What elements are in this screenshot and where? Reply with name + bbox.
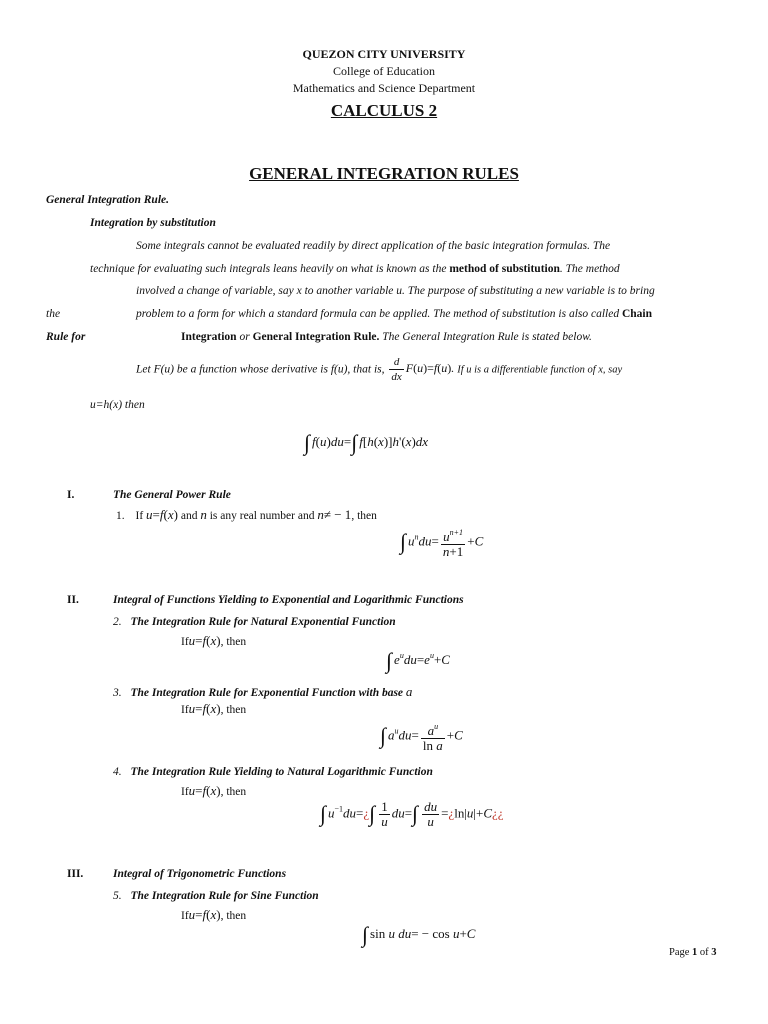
main-title: GENERAL INTEGRATION RULES: [249, 164, 519, 183]
rule-title: The Integration Rule for Exponential Function with base: [130, 687, 404, 699]
paragraph-text: Let F(u) be a function whose derivative is f(u), that is,: [136, 363, 385, 376]
math-inline: u=f(x): [188, 907, 221, 922]
paragraph-text: If u is a differentiable function of x, say: [457, 364, 623, 376]
rule-number: 3.: [113, 687, 122, 699]
math-inline: u=f(x): [188, 633, 221, 648]
chain-term: Chain: [621, 308, 653, 320]
page-total: 3: [711, 947, 717, 958]
math-inline: u=f(x): [146, 507, 178, 522]
section-title-1: The General Power Rule: [113, 489, 231, 501]
page-number: [669, 947, 717, 958]
rule-3-heading: [113, 684, 412, 700]
paragraph-text: technique for evaluating such integrals leans heavily on what is known as the: [90, 263, 447, 275]
course-title: CALCULUS 2: [330, 101, 438, 120]
rule-text: , then: [220, 910, 247, 922]
rule-title: The Integration Rule for Natural Exponential Function: [130, 616, 396, 628]
university-name: QUEZON CITY UNIVERSITY: [302, 47, 466, 61]
rule-2-heading: [113, 616, 396, 628]
sine-formula: ∫ sin u du= − cos u+C: [362, 922, 476, 947]
rule-1-condition: [116, 507, 377, 523]
math-inline: u=f(x): [188, 701, 221, 716]
paragraph-text: . The method: [559, 263, 620, 275]
paragraph-text: or: [239, 331, 250, 343]
rule-number: 1.: [116, 510, 125, 522]
intro-heading: General Integration Rule.: [46, 194, 170, 206]
rule-text: If: [181, 704, 189, 716]
math-inline: u=f(x): [188, 783, 221, 798]
page-current: 1: [692, 947, 698, 958]
section-title-3: Integral of Trigonometric Functions: [113, 868, 287, 880]
rule-title: The Integration Rule for Sine Function: [130, 890, 319, 902]
rule-text: If: [181, 786, 189, 798]
natural-exponential-formula: ∫ $e^udu=e^u+C$: [386, 648, 450, 673]
paragraph-text: problem to a form for which a standard formula can be applied. The method of substitution is also called: [136, 308, 620, 320]
power-rule-formula: ∫ $u^ndu=$ $\frac{u^{n+1}}{n+1}$ +C: [400, 528, 484, 559]
rule-4-condition: [181, 783, 246, 799]
rule-text: , then: [220, 704, 247, 716]
rule-text: If: [135, 510, 144, 522]
rule-5-condition: [181, 907, 246, 923]
page-label: Page: [669, 947, 690, 958]
rule-title: The Integration Rule Yielding to Natural Logarithmic Function: [130, 766, 433, 778]
integration-term: Integration: [181, 331, 237, 343]
intro-subheading: Integration by substitution: [90, 217, 216, 229]
paragraph-line-6: [136, 355, 622, 384]
paragraph-text: The General Integration Rule is stated below.: [382, 331, 592, 343]
paragraph-line-1: Some integrals cannot be evaluated readily by direct application of the basic integration formulas. The: [136, 240, 611, 252]
paragraph-line-4-left: the: [46, 308, 61, 320]
rule-2-condition: [181, 633, 246, 649]
general-integration-formula: ∫ f(u)du=∫ f[h(x)]h'(x)dx: [304, 430, 429, 455]
rule-number: 4.: [113, 766, 122, 778]
base-variable: a: [405, 684, 413, 699]
page-label: of: [699, 947, 709, 958]
department-name: Mathematics and Science Department: [292, 81, 476, 95]
rule-4-heading: [113, 766, 433, 778]
rule-5-heading: [113, 890, 319, 902]
paragraph-line-2: [90, 263, 620, 275]
method-of-substitution-term: method of substitution: [449, 263, 560, 275]
general-integration-rule-term: General Integration Rule.: [252, 331, 380, 343]
rule-text: , then: [351, 510, 377, 522]
natural-log-formula: ∫ $u^{-1}du=¿\int$ $\frac{1}{u}$ du=∫ $\frac{du}{u}$ =¿ln|u|+C¿¿: [320, 799, 504, 829]
rule-number: 5.: [113, 890, 122, 902]
rule-text: If: [181, 910, 189, 922]
paragraph-line-3: involved a change of variable, say x to another variable u. The purpose of substituting a new variable is to bring: [136, 285, 655, 297]
section-numeral-1: I.: [67, 489, 75, 501]
section-title-2: Integral of Functions Yielding to Exponential and Logarithmic Functions: [113, 594, 464, 606]
section-numeral-3: III.: [67, 868, 84, 880]
math-inline: n: [200, 507, 207, 522]
college-name: College of Education: [333, 64, 435, 78]
paragraph-line-4: [136, 308, 652, 320]
paragraph-line-5-left: Rule for: [46, 331, 86, 343]
rule-text: and: [180, 510, 198, 522]
exponential-base-formula: ∫ $a^udu=$ $\frac{a^u}{\text{ln a}}$ +C: [380, 722, 463, 753]
rule-text: If: [181, 636, 189, 648]
rule-3-condition: [181, 701, 246, 717]
paragraph-line-5: [181, 331, 592, 343]
derivative-formula: $\frac{d}{dx}$ F(u)=f(u).: [391, 356, 458, 383]
rule-text: , then: [220, 786, 247, 798]
section-numeral-2: II.: [67, 594, 79, 606]
rule-text: , then: [220, 636, 247, 648]
paragraph-line-7: u=h(x) then: [90, 399, 145, 411]
rule-text: is any real number and: [209, 510, 315, 522]
rule-number: 2.: [113, 616, 122, 628]
math-inline: n≠ − 1: [317, 507, 352, 522]
